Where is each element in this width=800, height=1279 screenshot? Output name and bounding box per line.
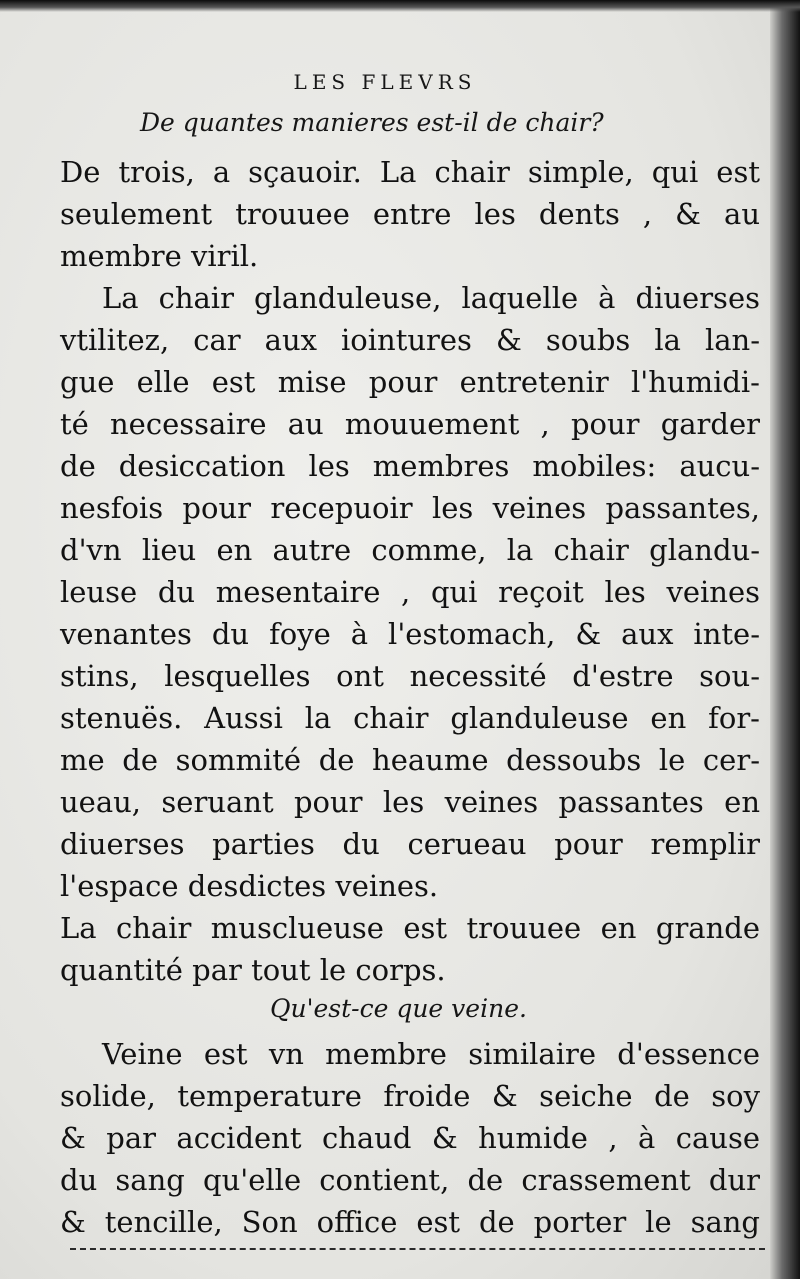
text-line: & par accident chaud & humide , à cause: [60, 1121, 760, 1155]
text-line: venantes du foye à l'estomach, & aux inte-: [60, 617, 760, 651]
text-line: gue elle est mise pour entretenir l'humidi-: [60, 365, 760, 399]
text-line: nesfois pour recepuoir les veines passantes,: [60, 491, 760, 525]
page-edge-shadow: [770, 0, 800, 1279]
text-line: té necessaire au mouuement , pour garder: [60, 407, 760, 441]
text-line: La chair musclueuse est trouuee en grande: [60, 911, 760, 945]
page-bottom-rule: [70, 1248, 765, 1250]
text-line: ueau, seruant pour les veines passantes en: [60, 785, 760, 819]
running-head: LES FLEVRS: [293, 70, 477, 94]
text-line: stenuës. Aussi la chair glanduleuse en for-: [60, 701, 760, 735]
question-heading-chair: De quantes manieres est-il de chair?: [140, 108, 604, 137]
text-line: membre viril.: [60, 239, 259, 273]
text-line: d'vn lieu en autre comme, la chair glandu-: [60, 533, 760, 567]
text-line: stins, lesquelles ont necessité d'estre sou-: [60, 659, 760, 693]
text-line: & tencille, Son office est de porter le sang: [60, 1205, 760, 1239]
question-heading-veine: Qu'est-ce que veine.: [270, 994, 527, 1023]
text-line: De trois, a sçauoir. La chair simple, qui est: [60, 155, 760, 189]
page-top-shadow: [0, 0, 800, 12]
text-line: La chair glanduleuse, laquelle à diuerses: [102, 281, 760, 315]
text-line: de desiccation les membres mobiles: aucu-: [60, 449, 760, 483]
text-line: me de sommité de heaume dessoubs le cer-: [60, 743, 760, 777]
text-line: du sang qu'elle contient, de crassement dur: [60, 1163, 760, 1197]
text-line: leuse du mesentaire , qui reçoit les veines: [60, 575, 760, 609]
text-line: l'espace desdictes veines.: [60, 869, 439, 903]
text-line: vtilitez, car aux iointures & soubs la lan-: [60, 323, 760, 357]
text-line: solide, temperature froide & seiche de soy: [60, 1079, 760, 1113]
text-line: quantité par tout le corps.: [60, 953, 446, 987]
text-line: Veine est vn membre similaire d'essence: [102, 1037, 760, 1071]
text-line: diuerses parties du cerueau pour remplir: [60, 827, 760, 861]
text-line: seulement trouuee entre les dents , & au: [60, 197, 760, 231]
